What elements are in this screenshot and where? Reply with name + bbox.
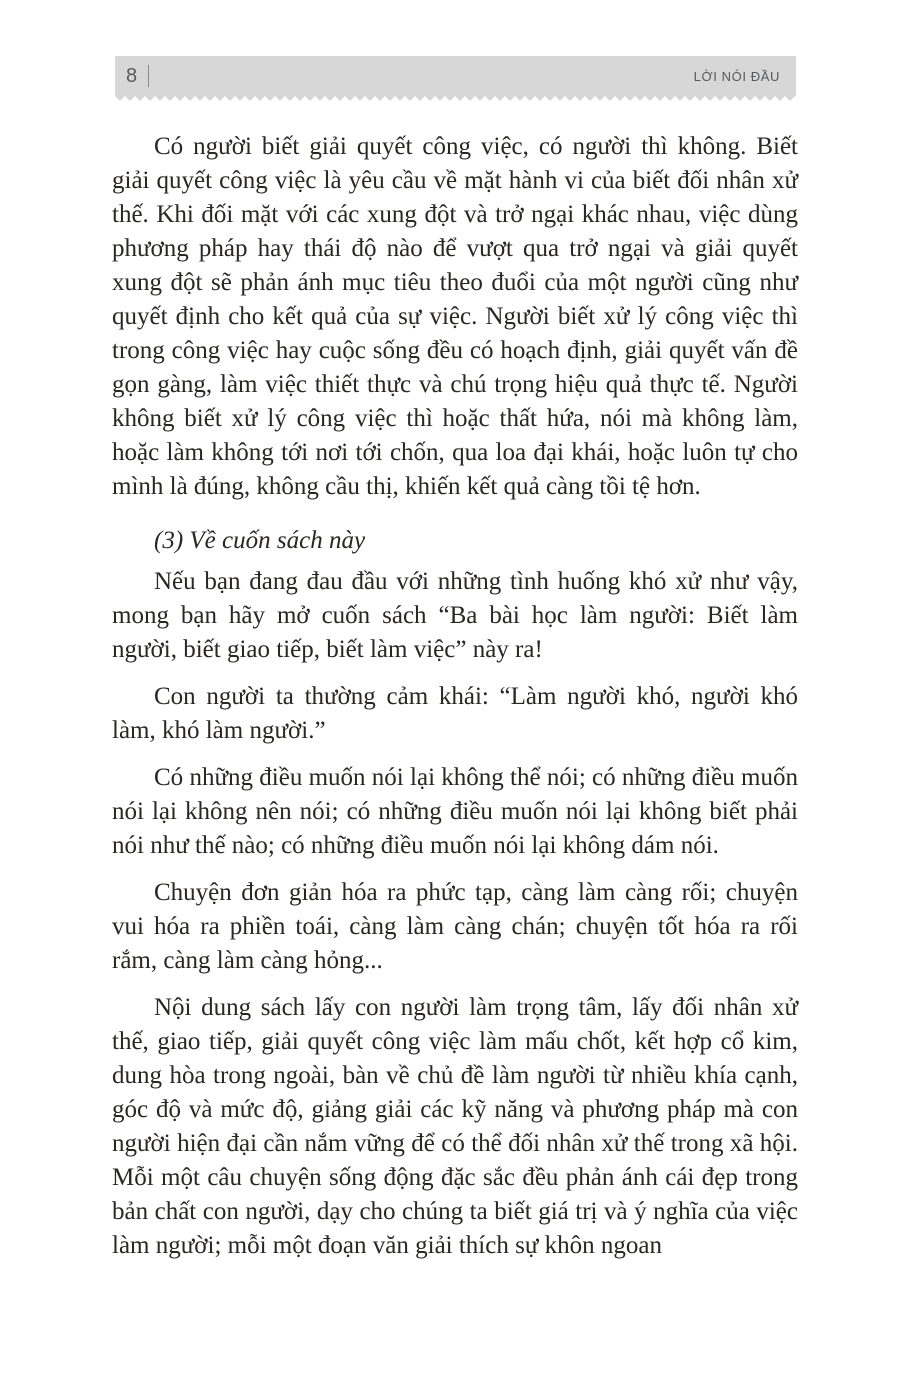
torn-edge-decoration bbox=[115, 96, 796, 102]
paragraph-5: Chuyện đơn giản hóa ra phức tạp, càng làm càng rối; chuyện vui hóa ra phiền toái, càng làm càng chán; chuyện tốt hóa ra rối rắm, càng làm càng hỏng... bbox=[112, 879, 798, 974]
paragraph-6: Nội dung sách lấy con người làm trọng tâm, lấy đối nhân xử thế, giao tiếp, giải quyết công việc làm mấu chốt, kết hợp cổ kim, dung hòa trong ngoài, bàn về chủ đề làm người từ nhiều khía cạnh, góc độ và mức độ, giảng giải các kỹ năng và phương pháp mà con người hiện đại cần nắm vững để có thể đối nhân xử thế trong xã hội. Mỗi một câu chuyện sống động đặc sắc đều phản ánh cái đẹp trong bản chất con người, dạy cho chúng ta biết giá trị và ý nghĩa của việc làm người; mỗi một đoạn văn giải thích sự khôn ngoan bbox=[112, 994, 798, 1259]
page-number: 8 bbox=[126, 65, 138, 87]
running-header bbox=[115, 56, 796, 102]
paragraph-3: Con người ta thường cảm khái: “Làm người khó, người khó làm, khó làm người.” bbox=[112, 683, 798, 744]
page-number-separator bbox=[148, 65, 149, 87]
running-header-title: LỜI NÓI ĐẦU bbox=[693, 68, 780, 84]
paragraph-1: Có người biết giải quyết công việc, có người thì không. Biết giải quyết công việc là yêu cầu về mặt hành vi của biết đối nhân xử thế. Khi đối mặt với các xung đột và trở ngại khác nhau, việc dùng phương pháp hay thái độ nào để vượt qua trở ngại và giải quyết xung đột sẽ phản ánh mục tiêu theo đuổi của một người cũng như quyết định cho kết quả của sự việc. Người biết xử lý công việc thì trong công việc hay cuộc sống đều có hoạch định, giải quyết vấn đề gọn gàng, làm việc thiết thực và chú trọng hiệu quả thực tế. Người không biết xử lý công việc thì hoặc thất hứa, nói mà không làm, hoặc làm không tới nơi tới chốn, qua loa đại khái, hoặc luôn tự cho mình là đúng, không cầu thị, khiến kết quả càng tồi tệ hơn. bbox=[112, 133, 798, 500]
page-body-text bbox=[112, 130, 798, 1276]
paragraph-4: Có những điều muốn nói lại không thể nói; có những điều muốn nói lại không nên nói; có những điều muốn nói lại không biết phải nói như thế nào; có những điều muốn nói lại không dám nói. bbox=[112, 764, 798, 859]
section-subheading: (3) Về cuốn sách này bbox=[154, 527, 366, 554]
running-header-bar bbox=[115, 56, 796, 96]
paragraph-2: Nếu bạn đang đau đầu với những tình huống khó xử như vậy, mong bạn hãy mở cuốn sách “Ba bài học làm người: Biết làm người, biết giao tiếp, biết làm việc” này ra! bbox=[112, 568, 798, 663]
